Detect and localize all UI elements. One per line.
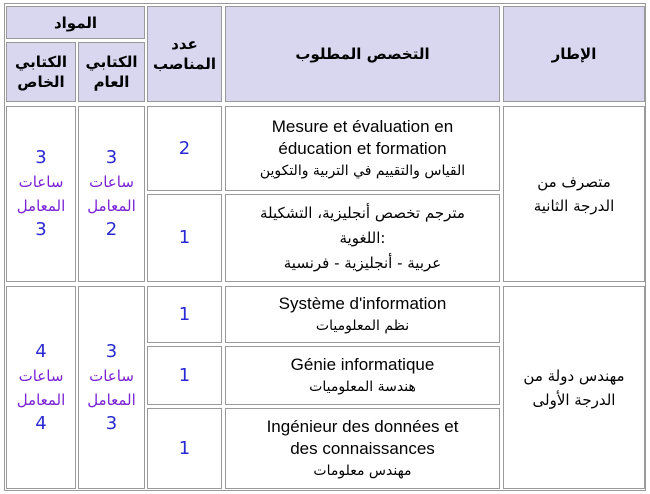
group2-row3-positions: [147, 408, 222, 489]
group2-general-hours-label: ساعات: [89, 366, 134, 385]
header-positions-count: [147, 6, 222, 102]
header-specialization: [225, 6, 500, 102]
group2-general-coef: 3: [105, 412, 118, 434]
group1-special-hours-label: ساعات: [18, 173, 64, 191]
group1-special-coef-label: المعامل: [16, 197, 66, 215]
group1-general-hours-label: ساعات: [89, 173, 134, 191]
group1-special-hours: 3: [35, 147, 47, 168]
group1-general-hours: 3: [105, 147, 118, 168]
spec-ar-line: القياس والتقييم في التربية والتكوين: [259, 162, 466, 179]
header-written-special-line2: الخاص: [17, 73, 65, 91]
positions-value: 2: [178, 137, 191, 159]
group1-general-coef: 2: [105, 219, 118, 240]
spec-fr-line: Système d'information: [278, 293, 447, 313]
group1-special-exam: [6, 106, 76, 282]
spec-fr-line: des connaissances: [290, 438, 435, 458]
header-materials-label: المواد: [53, 13, 98, 32]
header-frame: [503, 6, 645, 102]
group1-row1-specialization: [225, 106, 500, 191]
header-specialization-label: التخصص المطلوب: [295, 45, 430, 63]
group2-row1-positions: [147, 286, 222, 343]
spec-ar-line: اللغوية:: [339, 228, 386, 247]
group1-row1-positions: [147, 106, 222, 191]
frame-line: مهندس دولة من: [523, 366, 625, 385]
group2-row3-specialization: [225, 408, 500, 489]
frame-line: الدرجة الأولى: [532, 390, 616, 409]
header-materials: [6, 6, 145, 39]
positions-value: 1: [178, 364, 191, 386]
header-positions-line1: عدد: [171, 35, 198, 53]
positions-value: 1: [178, 227, 191, 248]
frame-line: متصرف من: [537, 173, 611, 191]
header-written-general-line2: العام: [93, 73, 130, 91]
group1-general-exam: [78, 106, 145, 282]
spec-ar-line: عربية - أنجليزية - فرنسية: [283, 253, 442, 272]
group1-row2-positions: [147, 194, 222, 282]
group2-general-hours: 3: [105, 340, 118, 362]
group2-general-exam: [78, 286, 145, 489]
spec-ar-line: هندسة المعلوميات: [309, 378, 416, 395]
frame-line: الدرجة الثانية: [533, 197, 615, 215]
spec-ar-line: مترجم تخصص أنجليزية، التشكيلة: [260, 203, 465, 222]
group2-special-coef: 4: [35, 412, 47, 434]
header-written-special-line1: الكتابي: [14, 53, 68, 71]
group2-special-hours-label: ساعات: [18, 366, 64, 385]
spec-ar-line: نظم المعلوميات: [315, 317, 410, 334]
group2-row2-positions: [147, 346, 222, 405]
group2-special-exam: [6, 286, 76, 489]
group1-special-coef: 3: [35, 219, 47, 240]
group2-row1-specialization: [225, 286, 500, 343]
header-written-general-line1: الكتابي: [85, 53, 138, 71]
positions-value: 1: [178, 437, 191, 459]
header-written-general: [78, 42, 145, 102]
group1-row2-specialization: [225, 194, 500, 282]
spec-fr-line: Ingénieur des données et: [266, 416, 459, 436]
header-written-special: [6, 42, 76, 102]
header-positions-line2: المناصب: [153, 55, 216, 73]
group2-row2-specialization: [225, 346, 500, 405]
spec-fr-line: éducation et formation: [278, 138, 447, 158]
spec-fr-line: Génie informatique: [290, 354, 435, 374]
group2-general-coef-label: المعامل: [87, 390, 136, 409]
recruitment-table: [4, 3, 646, 491]
group1-general-coef-label: المعامل: [87, 197, 136, 215]
group2-frame: [503, 286, 645, 489]
header-frame-label: الإطار: [551, 45, 597, 63]
group1-frame: [503, 106, 645, 282]
spec-ar-line: مهندس معلومات: [313, 462, 412, 479]
group2-special-coef-label: المعامل: [16, 390, 66, 409]
positions-value: 1: [178, 303, 191, 325]
spec-fr-line: Mesure et évaluation en: [271, 116, 454, 136]
group2-special-hours: 4: [35, 340, 47, 362]
